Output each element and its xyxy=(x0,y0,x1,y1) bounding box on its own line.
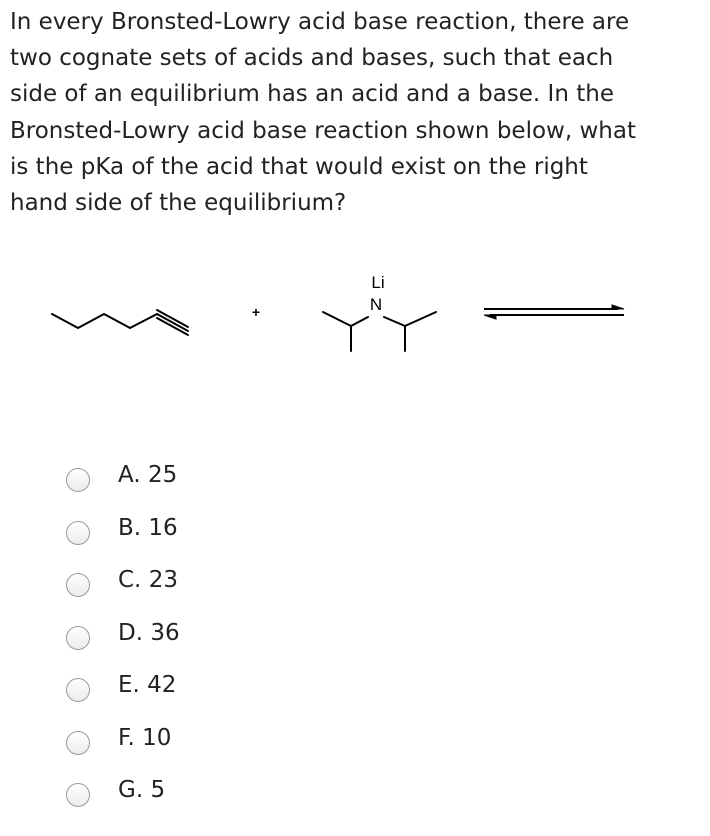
question-line: side of an equilibrium has an acid and a base. In the xyxy=(10,81,614,108)
option-b[interactable] xyxy=(66,507,266,551)
option-f[interactable] xyxy=(66,717,266,761)
option-label xyxy=(118,565,178,595)
radio-button[interactable] xyxy=(66,468,90,492)
isopropyl-bond xyxy=(351,317,368,326)
option-label xyxy=(118,775,165,805)
option-letter: G. xyxy=(118,777,144,803)
option-g[interactable] xyxy=(66,769,266,813)
option-label xyxy=(118,670,176,700)
plus-sign: + xyxy=(251,304,261,320)
alkyl-chain-bond xyxy=(52,314,157,328)
option-letter: D. xyxy=(118,619,144,646)
question-line: In every Bronsted-Lowry acid base reaction, there are xyxy=(10,9,630,35)
equilibrium-arrow xyxy=(484,305,624,319)
option-label xyxy=(118,460,177,490)
radio-button[interactable] xyxy=(66,678,90,702)
question-line: is the pKa of the acid that would exist on the right xyxy=(10,153,588,180)
nitrogen-label: N xyxy=(369,295,383,314)
question-line: hand side of the equilibrium? xyxy=(10,190,347,217)
option-label xyxy=(118,513,178,543)
option-letter: C. xyxy=(118,567,142,593)
radio-button[interactable] xyxy=(66,573,90,597)
isopropyl-bond xyxy=(323,312,351,326)
hexyne-structure xyxy=(52,310,188,335)
triple-bond-line xyxy=(157,318,188,335)
option-value: 42 xyxy=(147,672,177,698)
option-value: 25 xyxy=(147,462,178,488)
option-a[interactable] xyxy=(66,454,266,498)
question-line: Bronsted-Lowry acid base reaction shown below, what xyxy=(10,117,636,144)
isopropyl-bond xyxy=(384,317,405,326)
option-d[interactable] xyxy=(66,612,266,656)
option-value: 10 xyxy=(142,724,172,751)
lda-structure xyxy=(323,312,436,351)
radio-button[interactable] xyxy=(66,783,90,807)
option-c[interactable] xyxy=(66,559,266,603)
reaction-scheme xyxy=(0,255,710,370)
question-line: two cognate sets of acids and bases, such that each xyxy=(10,45,614,72)
option-label xyxy=(118,723,171,753)
radio-button[interactable] xyxy=(66,521,90,545)
option-letter: E. xyxy=(118,672,140,698)
option-label xyxy=(118,618,180,648)
question-text xyxy=(10,4,706,221)
triple-bond-line xyxy=(157,310,188,327)
triple-bond-line xyxy=(157,314,188,331)
option-letter: A. xyxy=(118,462,141,488)
option-e[interactable] xyxy=(66,664,266,708)
option-value: 36 xyxy=(150,619,180,646)
option-value: 16 xyxy=(148,514,178,541)
radio-button[interactable] xyxy=(66,731,90,755)
radio-button[interactable] xyxy=(66,626,90,650)
option-letter: F. xyxy=(118,724,135,751)
option-value: 5 xyxy=(150,777,166,803)
lithium-label: Li xyxy=(371,273,385,292)
option-letter: B. xyxy=(118,514,142,541)
isopropyl-bond xyxy=(405,312,436,326)
option-value: 23 xyxy=(148,567,178,593)
